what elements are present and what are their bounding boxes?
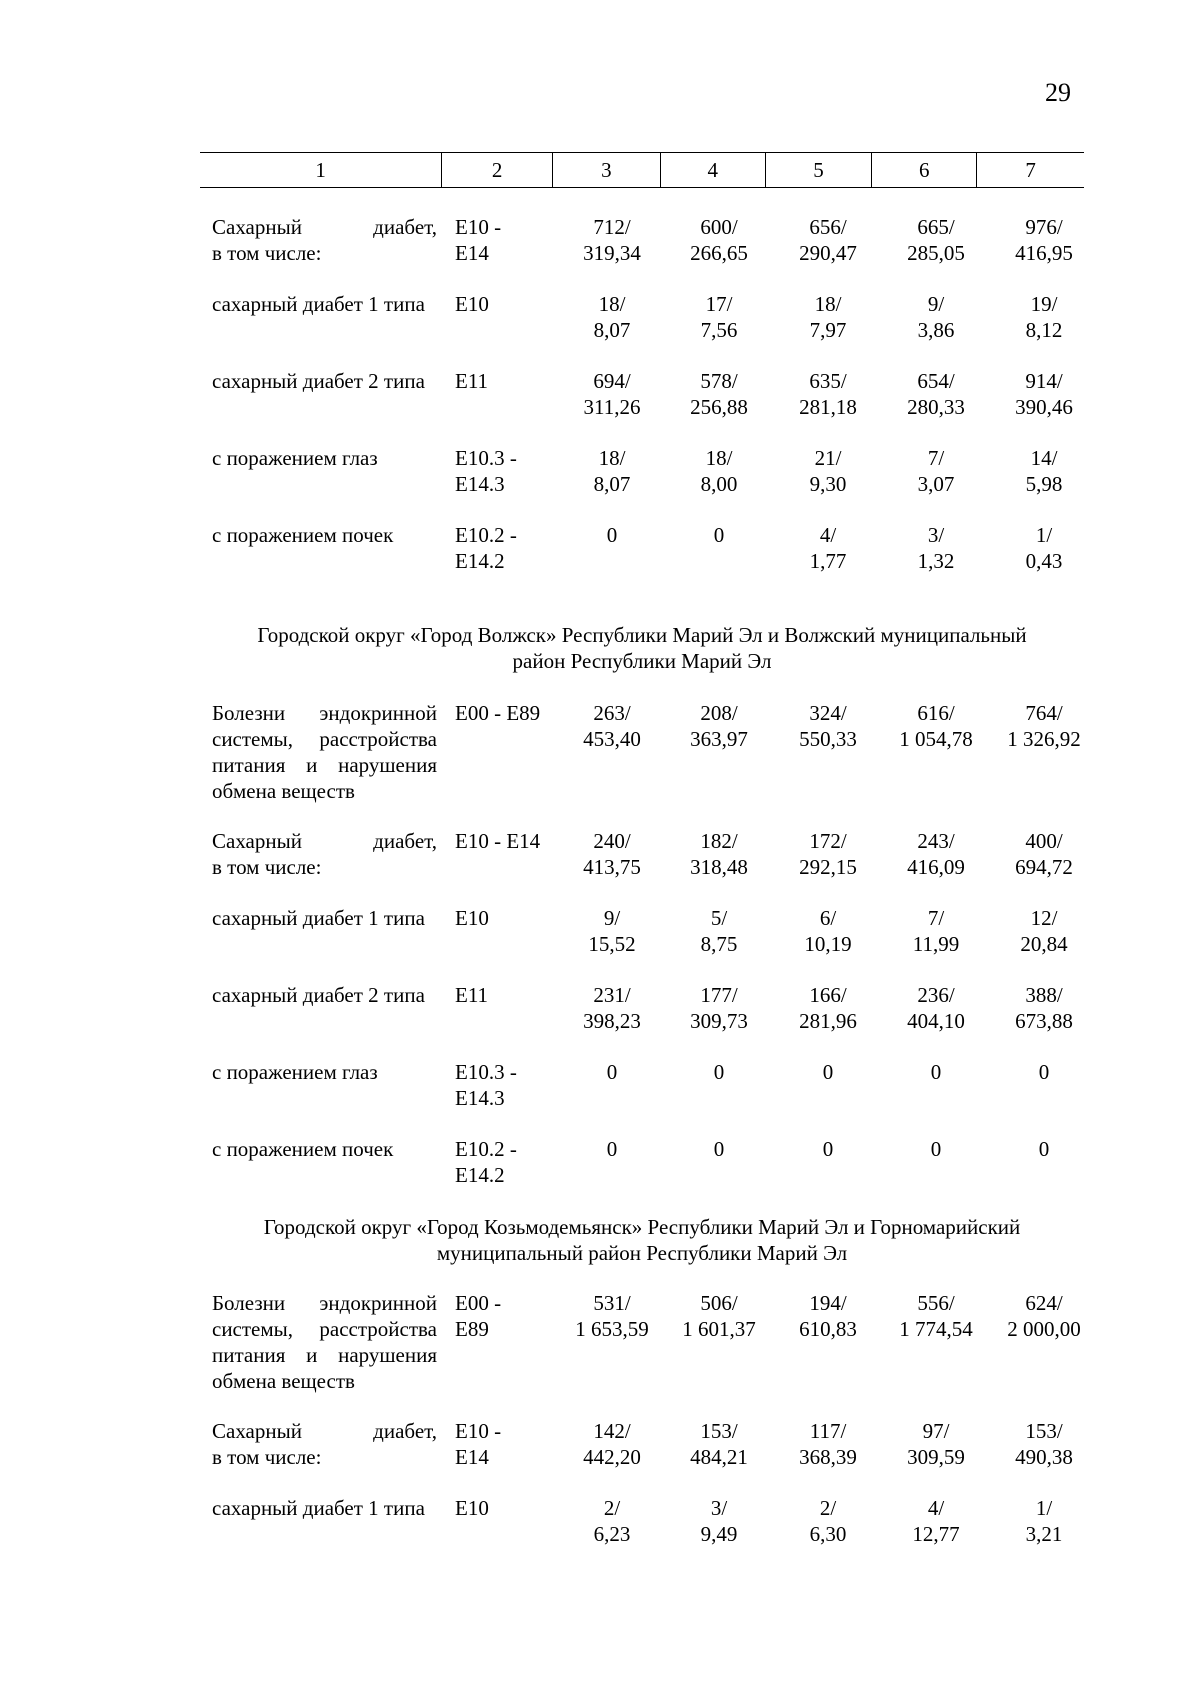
cell-col-3 bbox=[558, 368, 666, 420]
header-cell-4: 4 bbox=[660, 153, 765, 187]
cell-col-4 bbox=[665, 1059, 773, 1085]
cell-rate: 7,97 bbox=[809, 318, 847, 342]
cell-value: 263/ bbox=[593, 701, 631, 725]
cell-col-7 bbox=[990, 828, 1098, 880]
row-label bbox=[212, 982, 437, 1008]
cell-value: 7/ bbox=[927, 906, 945, 930]
row-code bbox=[455, 905, 555, 931]
row-label-line: в том числе: bbox=[212, 241, 322, 265]
cell-rate: 285,05 bbox=[907, 241, 965, 265]
cell-rate: 1 653,59 bbox=[575, 1317, 649, 1341]
cell-rate: 8,12 bbox=[1025, 318, 1063, 342]
cell-col-3 bbox=[558, 1290, 666, 1342]
cell-rate: 1 326,92 bbox=[1007, 727, 1081, 751]
row-code-line: E89 bbox=[455, 1317, 489, 1341]
row-code bbox=[455, 368, 555, 394]
row-code-line: E11 bbox=[455, 369, 489, 393]
cell-value: 18/ bbox=[705, 446, 733, 470]
cell-value: 153/ bbox=[700, 1419, 738, 1443]
cell-value: 0 bbox=[1038, 1137, 1050, 1161]
cell-col-6 bbox=[882, 1136, 990, 1162]
cell-col-5 bbox=[774, 291, 882, 343]
row-label bbox=[212, 522, 437, 548]
cell-col-7 bbox=[990, 1418, 1098, 1470]
cell-rate: 484,21 bbox=[690, 1445, 748, 1469]
cell-rate: 1,77 bbox=[809, 549, 847, 573]
cell-value: 616/ bbox=[917, 701, 955, 725]
row-code-line: E10 bbox=[455, 906, 489, 930]
cell-rate: 390,46 bbox=[1015, 395, 1073, 419]
cell-col-4 bbox=[665, 368, 773, 420]
cell-value: 976/ bbox=[1025, 215, 1063, 239]
cell-col-4 bbox=[665, 445, 773, 497]
cell-rate: 290,47 bbox=[799, 241, 857, 265]
cell-value: 400/ bbox=[1025, 829, 1063, 853]
cell-value: 19/ bbox=[1030, 292, 1058, 316]
cell-value: 208/ bbox=[700, 701, 738, 725]
cell-rate: 8,00 bbox=[700, 472, 738, 496]
cell-col-5 bbox=[774, 1495, 882, 1547]
cell-rate: 6,23 bbox=[593, 1522, 631, 1546]
cell-rate: 7,56 bbox=[700, 318, 738, 342]
row-label-line: питания и нарушения bbox=[212, 1343, 437, 1367]
cell-value: 12/ bbox=[1030, 906, 1058, 930]
row-code bbox=[455, 1495, 555, 1521]
cell-value: 97/ bbox=[922, 1419, 950, 1443]
cell-col-5 bbox=[774, 368, 882, 420]
cell-value: 0 bbox=[606, 1060, 618, 1084]
row-label-line: обмена веществ bbox=[212, 1369, 355, 1393]
row-label bbox=[212, 214, 437, 266]
row-code bbox=[455, 700, 555, 726]
cell-col-3 bbox=[558, 905, 666, 957]
cell-value: 117/ bbox=[809, 1419, 847, 1443]
cell-rate: 413,75 bbox=[583, 855, 641, 879]
cell-col-4 bbox=[665, 1418, 773, 1470]
cell-col-5 bbox=[774, 1418, 882, 1470]
cell-col-5 bbox=[774, 522, 882, 574]
cell-rate: 281,96 bbox=[799, 1009, 857, 1033]
row-label-line: с поражением почек bbox=[212, 1137, 394, 1161]
heading-line: Городской округ «Город Волжск» Республики Марий Эл и Волжский муниципальный bbox=[257, 623, 1027, 647]
cell-col-5 bbox=[774, 214, 882, 266]
cell-value: 764/ bbox=[1025, 701, 1063, 725]
cell-col-3 bbox=[558, 1136, 666, 1162]
cell-col-5 bbox=[774, 982, 882, 1034]
row-label-line: питания и нарушения bbox=[212, 753, 437, 777]
section-heading-kozmodemyansk bbox=[200, 1214, 1084, 1266]
cell-col-4 bbox=[665, 1495, 773, 1547]
cell-rate: 3,21 bbox=[1025, 1522, 1063, 1546]
cell-col-4 bbox=[665, 982, 773, 1034]
cell-col-4 bbox=[665, 700, 773, 752]
cell-col-5 bbox=[774, 1059, 882, 1085]
cell-value: 194/ bbox=[809, 1291, 847, 1315]
cell-value: 506/ bbox=[700, 1291, 738, 1315]
row-code-line: E14 bbox=[455, 241, 489, 265]
cell-col-6 bbox=[882, 1290, 990, 1342]
cell-value: 0 bbox=[713, 1060, 725, 1084]
cell-col-3 bbox=[558, 522, 666, 548]
cell-rate: 318,48 bbox=[690, 855, 748, 879]
page-number: 29 bbox=[1045, 78, 1071, 107]
cell-value: 153/ bbox=[1025, 1419, 1063, 1443]
cell-rate: 281,18 bbox=[799, 395, 857, 419]
cell-col-5 bbox=[774, 828, 882, 880]
row-code bbox=[455, 522, 555, 574]
cell-value: 0 bbox=[930, 1137, 942, 1161]
cell-value: 2/ bbox=[603, 1496, 621, 1520]
cell-col-6 bbox=[882, 1059, 990, 1085]
row-label-line: с поражением почек bbox=[212, 523, 394, 547]
row-code bbox=[455, 828, 555, 854]
row-code-line: E00 - E89 bbox=[455, 701, 541, 725]
row-label-line: сахарный диабет 2 типа bbox=[212, 983, 425, 1007]
cell-value: 7/ bbox=[927, 446, 945, 470]
cell-col-4 bbox=[665, 1290, 773, 1342]
row-code-line: E11 bbox=[455, 983, 489, 1007]
cell-value: 14/ bbox=[1030, 446, 1058, 470]
cell-rate: 292,15 bbox=[799, 855, 857, 879]
cell-col-7 bbox=[990, 1059, 1098, 1085]
cell-rate: 673,88 bbox=[1015, 1009, 1073, 1033]
cell-rate: 368,39 bbox=[799, 1445, 857, 1469]
row-code-line: E14.3 bbox=[455, 472, 505, 496]
cell-col-3 bbox=[558, 214, 666, 266]
row-code bbox=[455, 1059, 555, 1111]
row-label-line: системы, расстройства bbox=[212, 727, 437, 751]
cell-rate: 12,77 bbox=[912, 1522, 960, 1546]
cell-col-7 bbox=[990, 982, 1098, 1034]
cell-rate: 256,88 bbox=[690, 395, 748, 419]
cell-rate: 363,97 bbox=[690, 727, 748, 751]
cell-value: 1/ bbox=[1035, 1496, 1053, 1520]
cell-value: 17/ bbox=[705, 292, 733, 316]
row-label bbox=[212, 828, 437, 880]
heading-line: район Республики Марий Эл bbox=[512, 649, 772, 673]
section-heading-volzhsk bbox=[200, 622, 1084, 674]
cell-rate: 266,65 bbox=[690, 241, 748, 265]
cell-rate: 15,52 bbox=[588, 932, 636, 956]
cell-value: 4/ bbox=[819, 523, 837, 547]
row-label-line: Болезни эндокринной bbox=[212, 1291, 437, 1315]
row-code-line: E10.2 - bbox=[455, 1137, 517, 1161]
cell-rate: 309,59 bbox=[907, 1445, 965, 1469]
table-header-row bbox=[200, 152, 1084, 188]
cell-rate: 319,34 bbox=[583, 241, 641, 265]
cell-value: 3/ bbox=[927, 523, 945, 547]
cell-value: 9/ bbox=[603, 906, 621, 930]
row-code-line: E10 - bbox=[455, 1419, 502, 1443]
cell-rate: 404,10 bbox=[907, 1009, 965, 1033]
cell-rate: 6,30 bbox=[809, 1522, 847, 1546]
row-label-line: сахарный диабет 1 типа bbox=[212, 292, 425, 316]
row-code bbox=[455, 1136, 555, 1188]
cell-col-7 bbox=[990, 905, 1098, 957]
cell-value: 0 bbox=[822, 1137, 834, 1161]
row-code bbox=[455, 1418, 555, 1470]
cell-rate: 309,73 bbox=[690, 1009, 748, 1033]
cell-value: 0 bbox=[606, 1137, 618, 1161]
row-code bbox=[455, 291, 555, 317]
cell-rate: 490,38 bbox=[1015, 1445, 1073, 1469]
header-cell-6: 6 bbox=[871, 153, 976, 187]
cell-col-5 bbox=[774, 700, 882, 752]
cell-rate: 3,07 bbox=[917, 472, 955, 496]
cell-col-3 bbox=[558, 445, 666, 497]
cell-value: 914/ bbox=[1025, 369, 1063, 393]
cell-col-3 bbox=[558, 1495, 666, 1547]
cell-value: 0 bbox=[930, 1060, 942, 1084]
row-label-line: Сахарный диабет, bbox=[212, 1419, 437, 1443]
cell-value: 177/ bbox=[700, 983, 738, 1007]
cell-col-3 bbox=[558, 1418, 666, 1470]
row-label-line: системы, расстройства bbox=[212, 1317, 437, 1341]
cell-value: 18/ bbox=[598, 446, 626, 470]
cell-col-6 bbox=[882, 700, 990, 752]
cell-value: 635/ bbox=[809, 369, 847, 393]
cell-value: 172/ bbox=[809, 829, 847, 853]
row-label bbox=[212, 905, 437, 931]
row-code-line: E14 bbox=[455, 1445, 489, 1469]
row-code-line: E10 bbox=[455, 1496, 489, 1520]
row-label-line: в том числе: bbox=[212, 855, 322, 879]
cell-value: 18/ bbox=[814, 292, 842, 316]
cell-col-6 bbox=[882, 368, 990, 420]
cell-col-5 bbox=[774, 1136, 882, 1162]
cell-rate: 610,83 bbox=[799, 1317, 857, 1341]
cell-rate: 0,43 bbox=[1025, 549, 1063, 573]
cell-rate: 9,49 bbox=[700, 1522, 738, 1546]
cell-col-7 bbox=[990, 1495, 1098, 1547]
cell-col-6 bbox=[882, 905, 990, 957]
cell-rate: 442,20 bbox=[583, 1445, 641, 1469]
row-code-line: E10.3 - bbox=[455, 1060, 517, 1084]
cell-col-3 bbox=[558, 1059, 666, 1085]
cell-value: 6/ bbox=[819, 906, 837, 930]
cell-rate: 1,32 bbox=[917, 549, 955, 573]
cell-rate: 416,95 bbox=[1015, 241, 1073, 265]
row-label bbox=[212, 1136, 437, 1162]
cell-col-7 bbox=[990, 700, 1098, 752]
cell-rate: 3,86 bbox=[917, 318, 955, 342]
cell-value: 578/ bbox=[700, 369, 738, 393]
cell-rate: 416,09 bbox=[907, 855, 965, 879]
header-cell-2: 2 bbox=[441, 153, 552, 187]
row-label-line: обмена веществ bbox=[212, 779, 355, 803]
cell-col-7 bbox=[990, 1136, 1098, 1162]
row-label bbox=[212, 368, 437, 394]
cell-value: 1/ bbox=[1035, 523, 1053, 547]
cell-col-3 bbox=[558, 982, 666, 1034]
cell-col-7 bbox=[990, 291, 1098, 343]
row-label-line: в том числе: bbox=[212, 1445, 322, 1469]
cell-col-6 bbox=[882, 982, 990, 1034]
cell-value: 531/ bbox=[593, 1291, 631, 1315]
row-label bbox=[212, 1495, 437, 1521]
cell-rate: 311,26 bbox=[583, 395, 641, 419]
cell-rate: 1 054,78 bbox=[899, 727, 973, 751]
cell-col-6 bbox=[882, 1495, 990, 1547]
cell-col-6 bbox=[882, 214, 990, 266]
row-label-line: с поражением глаз bbox=[212, 446, 378, 470]
row-code bbox=[455, 1290, 555, 1342]
cell-value: 0 bbox=[713, 1137, 725, 1161]
cell-col-7 bbox=[990, 214, 1098, 266]
cell-col-3 bbox=[558, 828, 666, 880]
row-label bbox=[212, 291, 437, 317]
cell-value: 0 bbox=[822, 1060, 834, 1084]
cell-col-3 bbox=[558, 291, 666, 343]
row-label bbox=[212, 1059, 437, 1085]
row-label-line: с поражением глаз bbox=[212, 1060, 378, 1084]
cell-value: 166/ bbox=[809, 983, 847, 1007]
cell-value: 9/ bbox=[927, 292, 945, 316]
cell-col-5 bbox=[774, 1290, 882, 1342]
row-code-line: E10 - E14 bbox=[455, 829, 541, 853]
row-code-line: E14.2 bbox=[455, 1163, 505, 1187]
cell-value: 236/ bbox=[917, 983, 955, 1007]
cell-value: 4/ bbox=[927, 1496, 945, 1520]
row-code-line: E10 - bbox=[455, 215, 502, 239]
cell-col-6 bbox=[882, 445, 990, 497]
row-label bbox=[212, 445, 437, 471]
row-label-line: Сахарный диабет, bbox=[212, 215, 437, 239]
cell-col-4 bbox=[665, 905, 773, 957]
row-label bbox=[212, 700, 437, 804]
row-label-line: сахарный диабет 2 типа bbox=[212, 369, 425, 393]
row-code-line: E14.3 bbox=[455, 1086, 505, 1110]
cell-value: 142/ bbox=[593, 1419, 631, 1443]
header-cell-5: 5 bbox=[765, 153, 872, 187]
cell-value: 21/ bbox=[814, 446, 842, 470]
cell-rate: 398,23 bbox=[583, 1009, 641, 1033]
cell-value: 712/ bbox=[593, 215, 631, 239]
cell-value: 624/ bbox=[1025, 1291, 1063, 1315]
row-label bbox=[212, 1418, 437, 1470]
cell-rate: 8,75 bbox=[700, 932, 738, 956]
row-label-line: Болезни эндокринной bbox=[212, 701, 437, 725]
cell-rate: 453,40 bbox=[583, 727, 641, 751]
row-code-line: E00 - bbox=[455, 1291, 502, 1315]
cell-rate: 20,84 bbox=[1020, 932, 1068, 956]
cell-rate: 10,19 bbox=[804, 932, 852, 956]
cell-rate: 550,33 bbox=[799, 727, 857, 751]
cell-value: 656/ bbox=[809, 215, 847, 239]
cell-col-3 bbox=[558, 700, 666, 752]
cell-rate: 2 000,00 bbox=[1007, 1317, 1081, 1341]
cell-value: 665/ bbox=[917, 215, 955, 239]
cell-value: 0 bbox=[713, 523, 725, 547]
cell-col-6 bbox=[882, 291, 990, 343]
cell-value: 182/ bbox=[700, 829, 738, 853]
row-label-line: Сахарный диабет, bbox=[212, 829, 437, 853]
cell-rate: 1 601,37 bbox=[682, 1317, 756, 1341]
cell-col-5 bbox=[774, 905, 882, 957]
row-label-line: сахарный диабет 1 типа bbox=[212, 1496, 425, 1520]
cell-value: 600/ bbox=[700, 215, 738, 239]
cell-value: 231/ bbox=[593, 983, 631, 1007]
cell-rate: 694,72 bbox=[1015, 855, 1073, 879]
cell-col-7 bbox=[990, 1290, 1098, 1342]
row-label-line: сахарный диабет 1 типа bbox=[212, 906, 425, 930]
cell-rate: 9,30 bbox=[809, 472, 847, 496]
cell-value: 0 bbox=[1038, 1060, 1050, 1084]
cell-col-4 bbox=[665, 1136, 773, 1162]
cell-col-5 bbox=[774, 445, 882, 497]
cell-value: 324/ bbox=[809, 701, 847, 725]
header-cell-7: 7 bbox=[976, 153, 1084, 187]
cell-value: 388/ bbox=[1025, 983, 1063, 1007]
cell-rate: 11,99 bbox=[912, 932, 960, 956]
row-code-line: E10.2 - bbox=[455, 523, 517, 547]
cell-value: 556/ bbox=[917, 1291, 955, 1315]
cell-value: 5/ bbox=[710, 906, 728, 930]
cell-value: 18/ bbox=[598, 292, 626, 316]
cell-value: 654/ bbox=[917, 369, 955, 393]
heading-line: муниципальный район Республики Марий Эл bbox=[436, 1241, 848, 1265]
cell-rate: 8,07 bbox=[593, 318, 631, 342]
heading-line: Городской округ «Город Козьмодемьянск» Республики Марий Эл и Горномарийский bbox=[263, 1215, 1021, 1239]
cell-col-6 bbox=[882, 1418, 990, 1470]
cell-col-6 bbox=[882, 522, 990, 574]
cell-col-4 bbox=[665, 214, 773, 266]
cell-col-7 bbox=[990, 445, 1098, 497]
cell-col-7 bbox=[990, 368, 1098, 420]
cell-value: 2/ bbox=[819, 1496, 837, 1520]
row-code bbox=[455, 982, 555, 1008]
row-code-line: E10.3 - bbox=[455, 446, 517, 470]
cell-col-4 bbox=[665, 522, 773, 548]
cell-col-4 bbox=[665, 291, 773, 343]
cell-value: 243/ bbox=[917, 829, 955, 853]
row-code bbox=[455, 214, 555, 266]
cell-value: 0 bbox=[606, 523, 618, 547]
cell-value: 240/ bbox=[593, 829, 631, 853]
header-cell-3: 3 bbox=[552, 153, 660, 187]
cell-col-4 bbox=[665, 828, 773, 880]
row-label bbox=[212, 1290, 437, 1394]
cell-col-6 bbox=[882, 828, 990, 880]
header-cell-1: 1 bbox=[315, 158, 326, 182]
cell-rate: 8,07 bbox=[593, 472, 631, 496]
cell-rate: 280,33 bbox=[907, 395, 965, 419]
cell-rate: 5,98 bbox=[1025, 472, 1063, 496]
cell-value: 694/ bbox=[593, 369, 631, 393]
row-code-line: E14.2 bbox=[455, 549, 505, 573]
cell-value: 3/ bbox=[710, 1496, 728, 1520]
cell-rate: 1 774,54 bbox=[899, 1317, 973, 1341]
row-code bbox=[455, 445, 555, 497]
row-code-line: E10 bbox=[455, 292, 489, 316]
cell-col-7 bbox=[990, 522, 1098, 574]
